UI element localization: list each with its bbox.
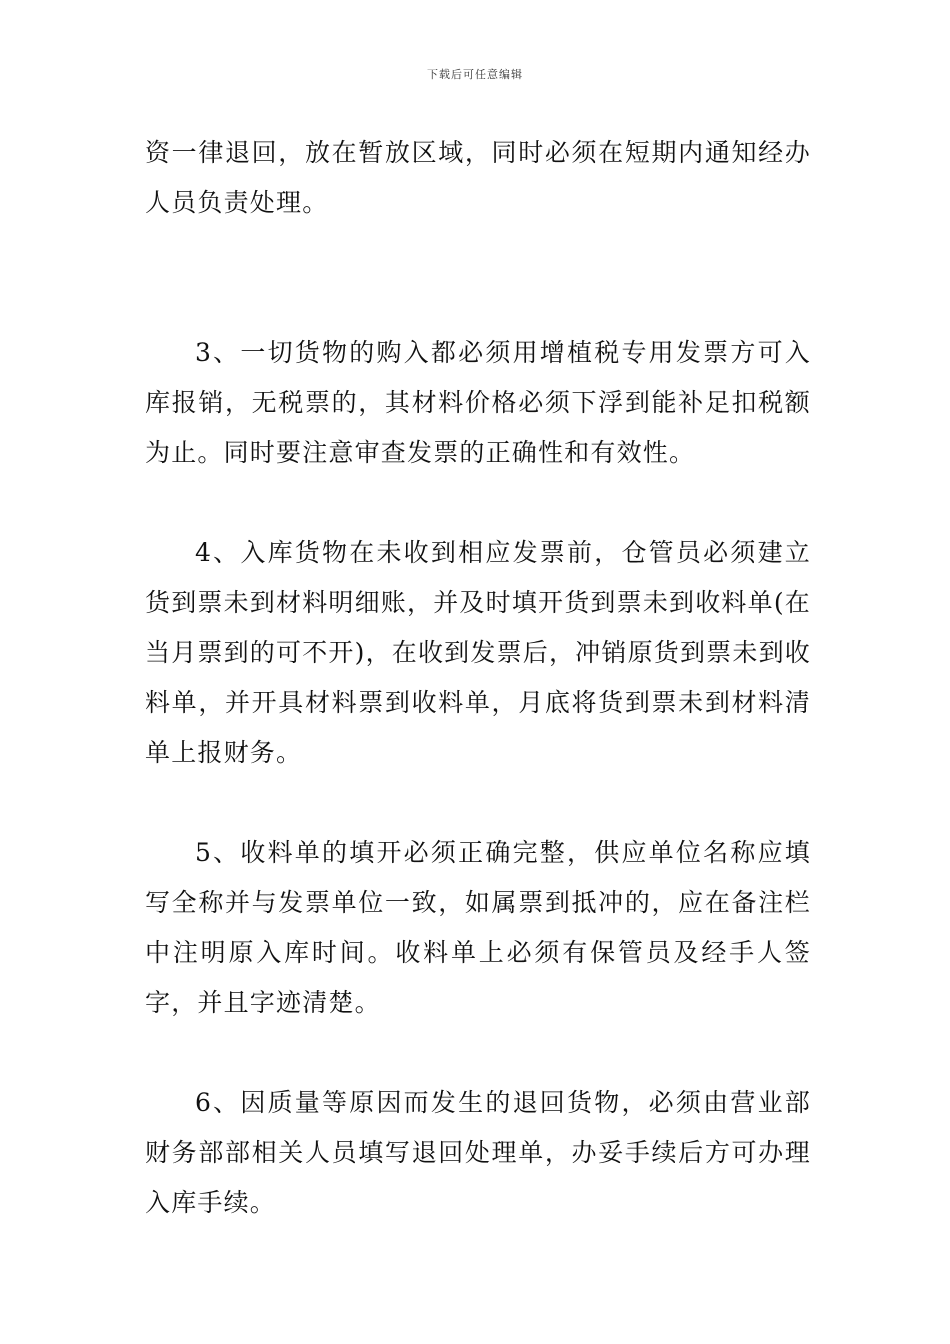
paragraph-item-4: 4、入库货物在未收到相应发票前，仓管员必须建立货到票未到材料明细账，并及时填开货到票未到收料单(在当月票到的可不开)，在收到发票后，冲销原货到票未到收料单，并开具材料票到收料单，月底将货到票未到材料清单上报财务。 — [145, 538, 811, 767]
paragraph-item-3: 3、一切货物的购入都必须用增植税专用发票方可入库报销，无税票的，其材料价格必须下浮到能补足扣税额为止。同时要注意审查发票的正确性和有效性。 — [145, 338, 811, 467]
paragraph-gap — [145, 478, 811, 528]
document-body — [145, 128, 811, 1228]
paragraph-item-6: 6、因质量等原因而发生的退回货物，必须由营业部财务部部相关人员填写退回处理单，办妥手续后方可办理入库手续。 — [145, 1088, 811, 1217]
paragraph-item-5: 5、收料单的填开必须正确完整，供应单位名称应填写全称并与发票单位一致，如属票到抵冲的，应在备注栏中注明原入库时间。收料单上必须有保管员及经手人签字，并且字迹清楚。 — [145, 838, 811, 1017]
paragraph-gap — [145, 228, 811, 278]
header-note: 下载后可任意编辑 — [427, 68, 523, 81]
paragraph-continuation: 资一律退回，放在暂放区域，同时必须在短期内通知经办人员负责处理。 — [145, 138, 811, 217]
paragraph-gap — [145, 278, 811, 328]
paragraph-gap — [145, 778, 811, 828]
paragraph-gap — [145, 1028, 811, 1078]
